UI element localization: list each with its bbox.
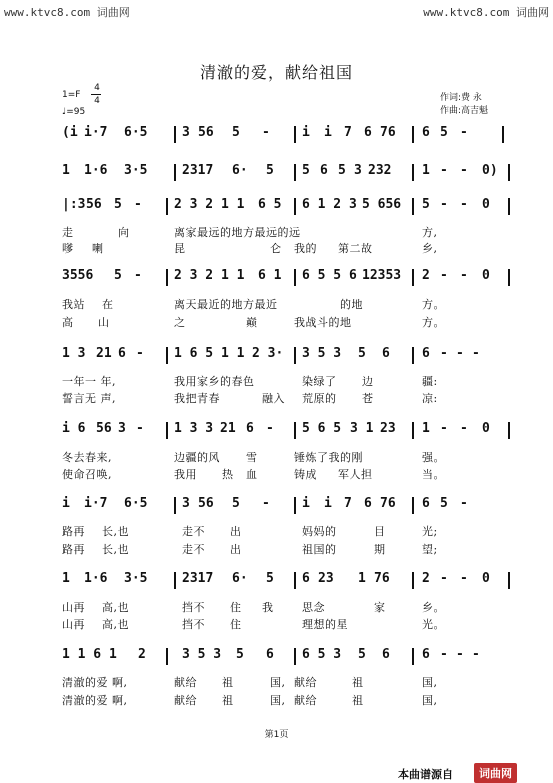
note-group: 1 3 3	[174, 421, 214, 436]
note-group: -	[456, 647, 464, 662]
key-signature: 1=F	[62, 90, 81, 100]
bar-line	[166, 422, 168, 439]
note-group: 1·6	[84, 163, 108, 178]
lyric-text: 走不	[182, 525, 205, 538]
lyric-text: 嗲	[62, 242, 74, 255]
lyric-text: 献给	[174, 694, 197, 707]
lyric-text: 祖	[222, 676, 234, 689]
note-group: 56	[96, 421, 112, 436]
lyric-text: 思念	[302, 601, 325, 614]
lyric-text: 我的	[294, 242, 317, 255]
lyric-text: 高,也	[102, 618, 129, 631]
lyric-text: 妈妈的	[302, 525, 337, 538]
note-group: 5	[114, 197, 122, 212]
score-line	[62, 571, 514, 591]
bar-line	[412, 422, 414, 439]
note-group: 6	[302, 571, 310, 586]
lyric-text: 边疆的风	[174, 451, 220, 464]
lyric-text: 家	[374, 601, 386, 614]
note-group: 3·5	[124, 571, 148, 586]
lyric-text: 边	[362, 375, 374, 388]
note-group: -	[440, 571, 448, 586]
note-group: 3	[354, 163, 362, 178]
lyric-text: 期	[374, 543, 386, 556]
lyric-text: 使命召唤,	[62, 468, 112, 481]
bar-line	[412, 497, 414, 514]
note-group: 76	[380, 496, 396, 511]
lyric-text: 冬去春来,	[62, 451, 112, 464]
note-group: -	[460, 197, 468, 212]
lyric-text: 国,	[422, 694, 438, 707]
lyric-text: 方。	[422, 316, 445, 329]
bar-line	[166, 269, 168, 286]
note-group: -	[136, 346, 144, 361]
bar-line	[412, 269, 414, 286]
note-group: |:3	[62, 197, 86, 212]
lyric-text: 走	[62, 226, 74, 239]
lyric-text: 强。	[422, 451, 445, 464]
note-group: -	[460, 163, 468, 178]
note-group: 0	[482, 268, 490, 283]
note-group: 5 656	[362, 197, 402, 212]
bar-line	[412, 126, 414, 143]
bar-line	[174, 572, 176, 589]
note-group: 5	[232, 496, 240, 511]
lyric-text: 在	[102, 298, 114, 311]
lyric-text: 离天最近的地方最近	[174, 298, 278, 311]
lyric-text: 一年一 年,	[62, 375, 116, 388]
lyric-text: 第二故	[338, 242, 373, 255]
note-group: 6	[422, 647, 430, 662]
lyric-text: 乡,	[422, 242, 438, 255]
lyric-text: 我用	[174, 468, 197, 481]
note-group: 5	[114, 268, 122, 283]
lyric-text: 离家最远的地方最远的远	[174, 226, 301, 239]
lyric-text: 喇	[92, 242, 104, 255]
note-group: 6	[320, 163, 328, 178]
composer-credit: 作曲:高吉魁	[440, 106, 489, 116]
note-group: 1	[62, 163, 70, 178]
note-group: 1 6 5 1 1	[174, 346, 245, 361]
watermark-left: www.ktvc8.com 词曲网	[4, 6, 130, 19]
note-group: -	[440, 421, 448, 436]
note-group: 6	[118, 346, 126, 361]
bar-line	[412, 648, 414, 665]
time-signature-bottom: 4	[94, 96, 100, 106]
lyric-text: 当。	[422, 468, 445, 481]
note-group: 23	[318, 571, 334, 586]
note-group: 2 3 2 1 1	[174, 268, 245, 283]
note-group: 5	[338, 163, 346, 178]
note-group: 5	[236, 647, 244, 662]
lyric-text: 我把青春	[174, 392, 220, 405]
note-group: 1	[62, 571, 70, 586]
score-line	[62, 496, 514, 516]
score-line	[62, 163, 514, 183]
page-number: 第1页	[264, 730, 289, 740]
note-group: 1·6	[84, 571, 108, 586]
note-group: 6	[364, 496, 372, 511]
lyric-text: 我战斗的地	[294, 316, 352, 329]
note-group: i	[302, 125, 310, 140]
note-group: 6	[382, 647, 390, 662]
note-group: -	[440, 346, 448, 361]
lyric-text: 昆	[174, 242, 186, 255]
note-group: -	[134, 268, 142, 283]
lyric-text: 誓言无 声,	[62, 392, 116, 405]
lyric-text: 热	[222, 468, 234, 481]
lyric-text: 山再	[62, 601, 85, 614]
lyric-text: 荒原的	[302, 392, 337, 405]
note-group: -	[136, 421, 144, 436]
lyric-text: 染绿了	[302, 375, 337, 388]
lyric-text: 目	[374, 525, 386, 538]
lyric-text: 祖	[222, 694, 234, 707]
note-group: 21	[220, 421, 236, 436]
note-group: 56	[86, 197, 102, 212]
note-group: 23	[380, 421, 396, 436]
lyric-text: 融入	[262, 392, 285, 405]
lyric-text: 之	[174, 316, 186, 329]
note-group: -	[134, 197, 142, 212]
bar-line	[166, 347, 168, 364]
lyric-text: 国,	[270, 694, 286, 707]
bar-line	[508, 198, 510, 215]
bar-line	[166, 198, 168, 215]
note-group: 2	[422, 571, 430, 586]
bar-line	[294, 164, 296, 181]
lyric-text: 雪	[246, 451, 258, 464]
note-group: 6	[382, 346, 390, 361]
lyric-text: 走不	[182, 543, 205, 556]
note-group: 6	[422, 346, 430, 361]
note-group: i·7	[84, 496, 108, 511]
note-group: 2 3·	[252, 346, 284, 361]
note-group: 0	[482, 197, 490, 212]
score-line	[62, 268, 514, 288]
bar-line	[412, 198, 414, 215]
note-group: 6·5	[124, 496, 148, 511]
lyric-text: 光。	[422, 618, 445, 631]
note-group: -	[460, 125, 468, 140]
lyricist-credit: 作词:费 永	[440, 93, 482, 103]
note-group: 2317	[182, 163, 214, 178]
note-group: 6·5	[124, 125, 148, 140]
lyric-text: 苍	[362, 392, 374, 405]
lyric-text: 出	[230, 543, 242, 556]
note-group: -	[460, 571, 468, 586]
lyric-text: 路再	[62, 525, 85, 538]
note-group: -	[262, 496, 270, 511]
note-group: -	[472, 346, 480, 361]
bar-line	[502, 126, 504, 143]
note-group: 6·	[232, 163, 248, 178]
time-signature-top: 4	[94, 83, 100, 93]
note-group: -	[262, 125, 270, 140]
lyric-text: 祖	[352, 676, 364, 689]
note-group: 3556	[62, 268, 94, 283]
note-group: i	[324, 496, 332, 511]
note-group: 5	[266, 571, 274, 586]
lyric-text: 仑	[270, 242, 282, 255]
bar-line	[412, 164, 414, 181]
note-group: 6 5	[258, 197, 282, 212]
lyric-text: 献给	[294, 676, 317, 689]
note-group: -	[472, 647, 480, 662]
lyric-text: 清澈的爱 啊,	[62, 694, 128, 707]
score-line	[62, 421, 514, 441]
lyric-text: 方。	[422, 298, 445, 311]
lyric-text: 挡不	[182, 601, 205, 614]
footer-source-text: 本曲谱源自	[398, 768, 453, 781]
bar-line	[294, 497, 296, 514]
lyric-text: 向	[118, 226, 130, 239]
lyric-text: 方,	[422, 226, 438, 239]
note-group: 2	[138, 647, 146, 662]
bar-line	[294, 422, 296, 439]
song-title: 清澈的爱，献给祖国	[199, 63, 353, 82]
footer-logo: 词曲网	[474, 763, 517, 783]
lyric-text: 路再	[62, 543, 85, 556]
note-group: 2	[422, 268, 430, 283]
lyric-text: 血	[246, 468, 258, 481]
lyric-text: 铸成	[294, 468, 317, 481]
note-group: i	[62, 496, 70, 511]
bar-line	[174, 164, 176, 181]
lyric-text: 山	[98, 316, 110, 329]
time-signature-line	[91, 94, 101, 95]
note-group: 2 3 2 1 1	[174, 197, 245, 212]
lyric-text: 出	[230, 525, 242, 538]
note-group: 12353	[362, 268, 402, 283]
note-group: 0	[482, 571, 490, 586]
note-group: i	[302, 496, 310, 511]
lyric-text: 疆:	[422, 375, 438, 388]
note-group: 0	[482, 421, 490, 436]
lyric-text: 我站	[62, 298, 85, 311]
lyric-text: 祖国的	[302, 543, 337, 556]
note-group: 5	[358, 346, 366, 361]
note-group: 6 5 3	[302, 647, 342, 662]
bar-line	[294, 198, 296, 215]
note-group: 56	[198, 496, 214, 511]
note-group: 5 6 5	[302, 421, 342, 436]
note-group: 6 5 5 6	[302, 268, 357, 283]
lyric-text: 我用家乡的春色	[174, 375, 255, 388]
lyric-text: 长,也	[102, 543, 129, 556]
note-group: 3·5	[124, 163, 148, 178]
bar-line	[508, 572, 510, 589]
lyric-text: 军人担	[338, 468, 373, 481]
lyric-text: 锤炼了我的刚	[294, 451, 363, 464]
note-group: 6	[422, 125, 430, 140]
bar-line	[508, 164, 510, 181]
note-group: -	[440, 197, 448, 212]
note-group: -	[266, 421, 274, 436]
note-group: 232	[368, 163, 392, 178]
note-group: 6 1	[258, 268, 282, 283]
lyric-text: 国,	[270, 676, 286, 689]
note-group: 6	[364, 125, 372, 140]
note-group: i 6	[62, 421, 86, 436]
note-group: 0)	[482, 163, 498, 178]
note-group: 6 1 2 3	[302, 197, 357, 212]
note-group: (i	[62, 125, 78, 140]
lyric-text: 凉:	[422, 392, 438, 405]
note-group: 6	[422, 496, 430, 511]
note-group: 76	[374, 571, 390, 586]
score-line	[62, 125, 514, 145]
score-line	[62, 197, 514, 217]
bar-line	[412, 347, 414, 364]
bar-line	[508, 422, 510, 439]
lyric-text: 献给	[174, 676, 197, 689]
bar-line	[174, 497, 176, 514]
lyric-text: 挡不	[182, 618, 205, 631]
note-group: 1 1 6 1	[62, 647, 117, 662]
bar-line	[294, 572, 296, 589]
lyric-text: 献给	[294, 694, 317, 707]
note-group: 7	[344, 125, 352, 140]
score-line	[62, 647, 514, 667]
note-group: 1	[422, 163, 430, 178]
note-group: -	[456, 346, 464, 361]
note-group: 1	[422, 421, 430, 436]
tempo-marking: ♩=95	[62, 107, 86, 117]
bar-line	[294, 648, 296, 665]
note-group: -	[440, 163, 448, 178]
note-group: 7	[344, 496, 352, 511]
note-group: 6	[266, 647, 274, 662]
lyric-text: 住	[230, 601, 242, 614]
watermark-right: www.ktvc8.com 词曲网	[423, 6, 549, 19]
note-group: -	[460, 268, 468, 283]
note-group: 3 5 3	[302, 346, 342, 361]
lyric-text: 理想的星	[302, 618, 348, 631]
note-group: 3	[182, 496, 190, 511]
lyric-text: 住	[230, 618, 242, 631]
bar-line	[412, 572, 414, 589]
note-group: 3	[182, 125, 190, 140]
lyric-text: 山再	[62, 618, 85, 631]
note-group: 6	[246, 421, 254, 436]
bar-line	[294, 269, 296, 286]
lyric-text: 清澈的爱 啊,	[62, 676, 128, 689]
lyric-text: 国,	[422, 676, 438, 689]
note-group: 3 1	[350, 421, 374, 436]
score-line	[62, 346, 514, 366]
note-group: 1 3	[62, 346, 86, 361]
note-group: 5	[440, 125, 448, 140]
note-group: -	[460, 496, 468, 511]
bar-line	[508, 269, 510, 286]
note-group: 76	[380, 125, 396, 140]
note-group: -	[460, 421, 468, 436]
lyric-text: 乡。	[422, 601, 445, 614]
note-group: i	[324, 125, 332, 140]
note-group: 5	[232, 125, 240, 140]
note-group: 6·	[232, 571, 248, 586]
note-group: 5	[440, 496, 448, 511]
lyric-text: 光;	[422, 525, 438, 538]
note-group: 5	[266, 163, 274, 178]
lyric-text: 高	[62, 316, 74, 329]
note-group: -	[440, 647, 448, 662]
bar-line	[174, 126, 176, 143]
lyric-text: 的地	[340, 298, 363, 311]
note-group: 21	[96, 346, 112, 361]
note-group: 5	[358, 647, 366, 662]
lyric-text: 长,也	[102, 525, 129, 538]
note-group: 5	[422, 197, 430, 212]
bar-line	[294, 347, 296, 364]
note-group: 1	[358, 571, 366, 586]
note-group: 2317	[182, 571, 214, 586]
note-group: 3 5 3	[182, 647, 222, 662]
note-group: 56	[198, 125, 214, 140]
lyric-text: 望;	[422, 543, 438, 556]
note-group: 3	[118, 421, 126, 436]
lyric-text: 高,也	[102, 601, 129, 614]
lyric-text: 我	[262, 601, 274, 614]
note-group: i·7	[84, 125, 108, 140]
note-group: -	[440, 268, 448, 283]
bar-line	[294, 126, 296, 143]
lyric-text: 祖	[352, 694, 364, 707]
bar-line	[166, 648, 168, 665]
lyric-text: 巅	[246, 316, 258, 329]
note-group: 5	[302, 163, 310, 178]
